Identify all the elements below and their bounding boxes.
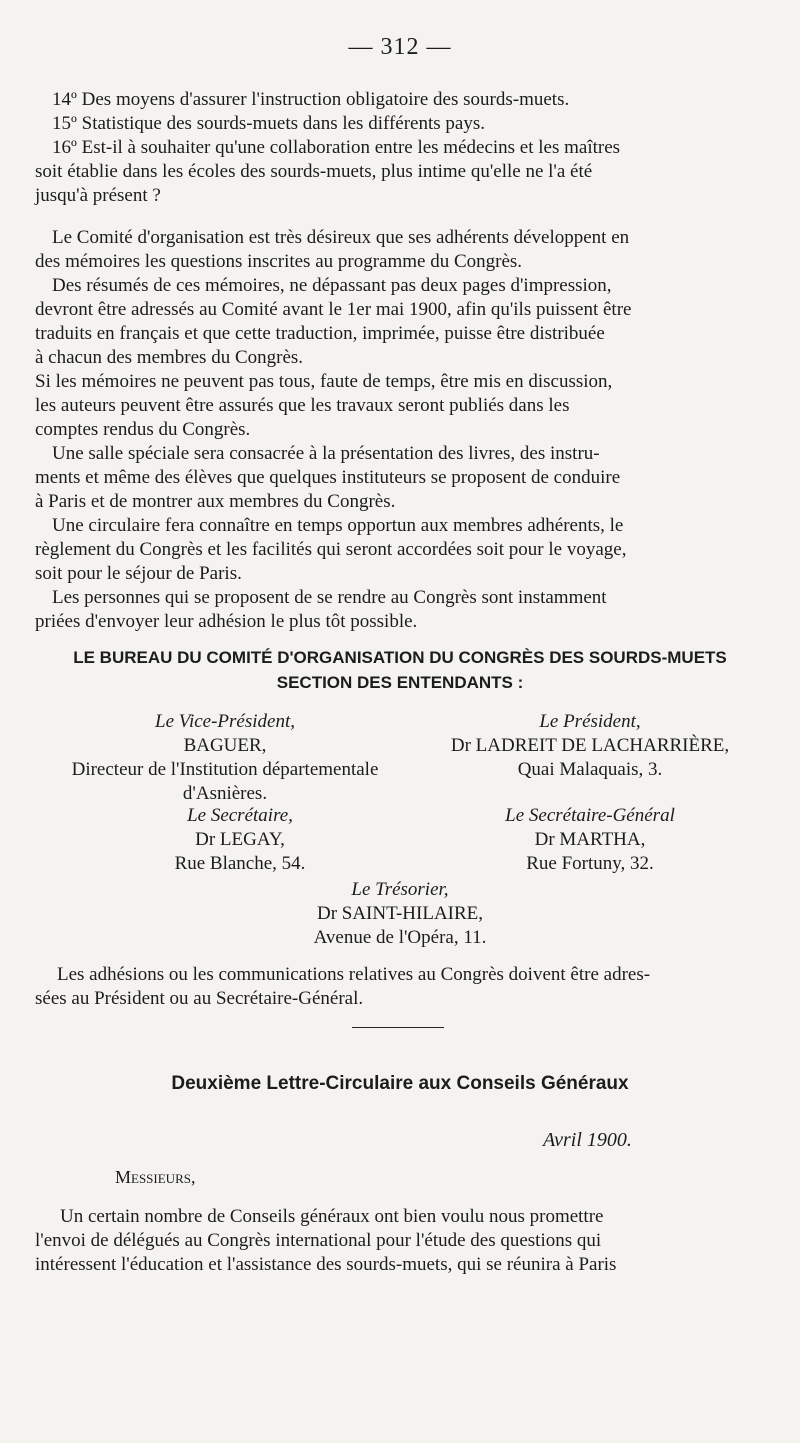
paragraph-line: Des résumés de ces mémoires, ne dépassant pas deux pages d'impression, [52,275,612,296]
list-item-16: 16º Est-il à souhaiter qu'une collaboration entre les médecins et les maîtres [52,137,621,158]
list-item-15: 15º Statistique des sourds-muets dans les différents pays. [52,113,485,134]
secretaire-general-title: Le Secrétaire-Général [505,805,675,826]
paragraph-line: Une salle spéciale sera consacrée à la présentation des livres, des instru- [52,443,600,464]
bureau-subheading: SECTION DES ENTENDANTS : [276,673,524,692]
paragraph-line: Les personnes qui se proposent de se rendre au Congrès sont instamment [52,587,607,608]
secretaire-general-name: Dr MARTHA, [534,829,646,850]
president-title: Le Président, [539,711,641,732]
secretaire-name: Dr LEGAY, [195,829,285,850]
second-letter-date: Avril 1900. [543,1129,632,1151]
paragraph-line: soit pour le séjour de Paris. [35,563,242,584]
adhesions-line: sées au Président ou au Secrétaire-Général. [35,988,364,1009]
adhesions-line: Les adhésions ou les communications relatives au Congrès doivent être adres- [57,964,651,985]
paragraph-line: devront être adressés au Comité avant le 1er mai 1900, afin qu'ils puissent être [35,299,632,320]
paragraph-line: les auteurs peuvent être assurés que les travaux seront publiés dans les [35,395,570,416]
secretaire-address: Rue Blanche, 54. [174,853,306,874]
salutation: Messieurs, [115,1167,196,1187]
tresorier-address: Avenue de l'Opéra, 11. [313,927,487,948]
paragraph-line: à chacun des membres du Congrès. [35,347,304,368]
president-name: Dr LADREIT DE LACHARRIÈRE, [450,735,730,756]
list-item-16-cont: jusqu'à présent ? [35,185,161,206]
vice-president-name: BAGUER, [183,735,267,756]
paragraph-line: ments et même des élèves que quelques instituteurs se proposent de conduire [35,467,621,488]
letter-body-line: intéressent l'éducation et l'assistance des sourds-muets, qui se réunira à Paris [35,1254,617,1275]
paragraph-line: règlement du Congrès et les facilités qui seront accordées soit pour le voyage, [35,539,627,560]
paragraph-line: Le Comité d'organisation est très désireux que ses adhérents développent en [52,227,630,248]
section-divider [352,1027,444,1028]
paragraph-line: comptes rendus du Congrès. [35,419,251,440]
list-item-14: 14º Des moyens d'assurer l'instruction obligatoire des sourds-muets. [52,89,570,110]
paragraph-line: à Paris et de montrer aux membres du Congrès. [35,491,396,512]
vice-president-title: Le Vice-Président, [155,711,295,732]
paragraph-line: Si les mémoires ne peuvent pas tous, faute de temps, être mis en discussion, [35,371,613,392]
secretaire-general-address: Rue Fortuny, 32. [526,853,654,874]
paragraph-line: traduits en français et que cette traduction, imprimée, puisse être distribuée [35,323,605,344]
letter-body-line: l'envoi de délégués au Congrès international pour l'étude des questions qui [35,1230,602,1251]
paragraph-line: des mémoires les questions inscrites au programme du Congrès. [35,251,523,272]
paragraph-line: Une circulaire fera connaître en temps opportun aux membres adhérents, le [52,515,624,536]
list-item-16-cont: soit établie dans les écoles des sourds-muets, plus intime qu'elle ne l'a été [35,161,593,182]
secretaire-title: Le Secrétaire, [187,805,293,826]
president-address: Quai Malaquais, 3. [517,759,663,780]
second-letter-title: Deuxième Lettre-Circulaire aux Conseils Généraux [171,1073,629,1094]
tresorier-name: Dr SAINT-HILAIRE, [316,903,484,924]
vice-president-role: Directeur de l'Institution départementale [71,759,379,780]
bureau-heading: LE BUREAU DU COMITÉ D'ORGANISATION DU CONGRÈS DES SOURDS-MUETS [73,648,727,667]
page-number: — 312 — [348,34,452,60]
paragraph-line: priées d'envoyer leur adhésion le plus tôt possible. [35,611,418,632]
vice-president-place: d'Asnières. [182,783,268,804]
tresorier-title: Le Trésorier, [351,879,449,900]
letter-body-line: Un certain nombre de Conseils généraux ont bien voulu nous promettre [60,1206,604,1227]
